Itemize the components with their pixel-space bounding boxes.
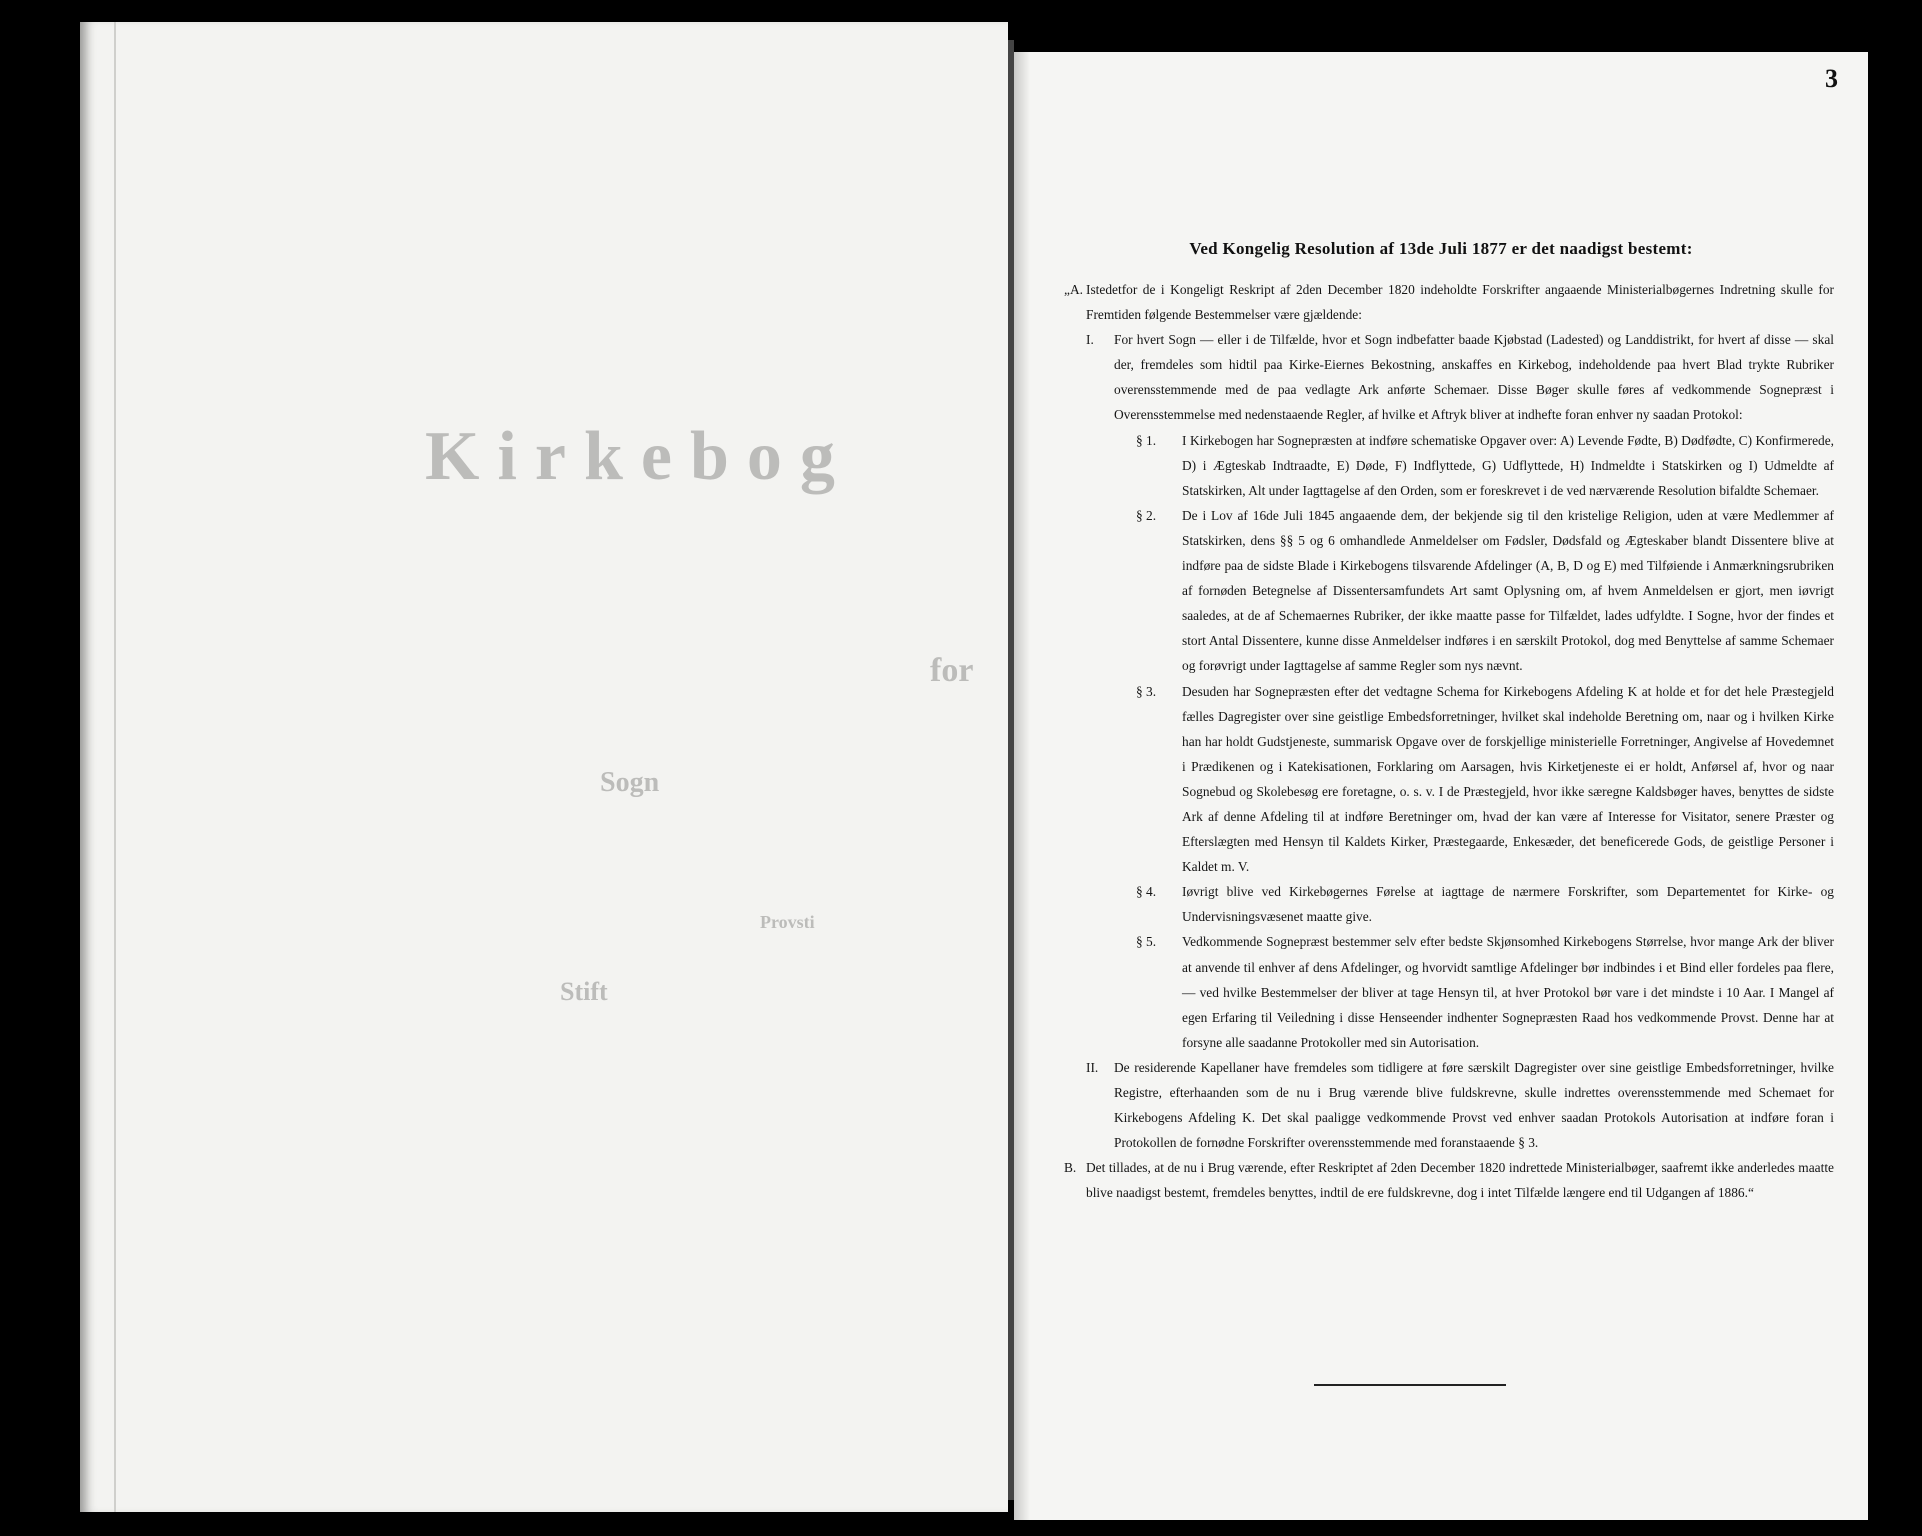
- paragraph-label: § 1.: [1136, 432, 1157, 448]
- paragraph: [1064, 428, 1834, 503]
- paragraph: [1064, 277, 1834, 327]
- paragraph-text: De residerende Kapellaner have fremdeles som tidligere at føre særskilt Dagregister over sine geistlige Embedsforretninger, hvilke Registre, efterhaanden som de nu i Brug værende blive fuldskrevne, skulle indrettes overensstemmende med Schemaet for Kirkebogens Afdeling K. Det skal paaligge vedkommende Provst ved enhver saadan Protokols Autorisation at indføre foran i Protokollen de fornødne Forskrifter overensstemmende med foranstaaende § 3.: [1114, 1059, 1834, 1151]
- paragraph-text: Desuden har Sognepræsten efter det vedtagne Schema for Kirkebogens Afdeling K at holde et for det hele Præstegjeld fælles Dagregister over sine geistlige Embedsforretninger, hvilket skal indeholde Beretning om, naar og i hvilken Kirke han har holdt Gudstjeneste, summarisk Opgave over de forskjellige ministerielle Forretninger, Angivelse af Hovedemnet i Prædikenen og i Katekisationen, Forklaring om Aarsagen, hvis Kirketjeneste ei er holdt, Anførsel af, hvor og naar Sognebud og Skolebesøg ere foretagne, o. s. v. I de Præstegjeld, hvor ikke særegne Kaldsbøger haves, benyttes de sidste Ark af denne Afdeling til at indføre Beretninger om, hvad der kan være af Interesse for Visitator, senere Præster og Efterslægten med Hensyn til Kaldets Kirker, Præstegaarde, Enkesæder, det beneficerede Gods, de geistlige Personer i Kaldet m. V.: [1182, 683, 1834, 875]
- page-number: 3: [1825, 64, 1838, 93]
- paragraph: [1064, 1055, 1834, 1155]
- paragraph: [1064, 929, 1834, 1054]
- paragraph-text: Istedetfor de i Kongeligt Reskript af 2den December 1820 indeholdte Forskrifter angaaende Ministerialbøgernes Indretning skulle for Fremtiden følgende Bestemmelser være gjældende:: [1086, 282, 1834, 323]
- paragraph-label: § 5.: [1136, 934, 1157, 950]
- paragraph: [1064, 679, 1834, 880]
- document-title: Ved Kongelig Resolution af 13de Juli 1877 er det naadigst bestemt:: [1189, 239, 1693, 258]
- show-through-line: Stift: [560, 977, 608, 1006]
- paragraph-text: I Kirkebogen har Sognepræsten at indføre schematiske Opgaver over: A) Levende Fødte, B) Dødfødte, C) Konfirmerede, D) i Ægteskab Indtraadte, E) Døde, F) Indflyttede, G) Udflyttede, H) Indmeldte i Statskirken og I) Udmeldte af Statskirken, Alt under Iagttagelse af den Orden, som er foreskrevet i de ved nærværende Resolution bifaldte Schemaer.: [1182, 432, 1834, 498]
- paragraph: [1064, 879, 1834, 929]
- paragraph-label: I.: [1086, 332, 1094, 348]
- paragraph: [1064, 1155, 1834, 1205]
- resolution-text: [1064, 277, 1834, 1205]
- show-through-line: for: [930, 652, 974, 689]
- paragraph-text: Iøvrigt blive ved Kirkebøgernes Førelse at iagttage de nærmere Forskrifter, som Departementet for Kirke- og Undervisningsvæsenet maatte give.: [1182, 884, 1834, 925]
- paragraph-label: „A.: [1064, 282, 1083, 297]
- closing-rule: [1314, 1384, 1506, 1386]
- paragraph-label: § 2.: [1136, 507, 1157, 523]
- show-through-title: Kirkebog: [425, 418, 853, 495]
- paragraph-label: II.: [1086, 1059, 1099, 1075]
- paragraph-label: § 4.: [1136, 884, 1157, 900]
- paragraph: [1064, 503, 1834, 679]
- spine-shadow: [1014, 52, 1030, 1520]
- paragraph-text: Det tillades, at de nu i Brug værende, efter Reskriptet af 2den December 1820 indrettede Ministerialbøger, saafremt ikke anderledes maatte blive naadigst bestemt, fremdeles benyttes, indtil de ere fuldskrevne, dog i intet Tilfælde længere end til Udgangen af 1886.“: [1086, 1160, 1834, 1201]
- paragraph-text: Vedkommende Sognepræst bestemmer selv efter bedste Skjønsomhed Kirkebogens Størrelse, hvor mange Ark der bliver at anvende til enhver af dens Afdelinger, og hvorvidt samtlige Afdelinger bør indbindes i et Bind eller fordeles paa flere, — ved hvilke Bestemmelser der bliver at tage Hensyn til, at hver Protokol bør vare i det mindste i 10 Aar. I Mangel af egen Erfaring til Veiledning i disse Henseender indhenter Sognepræsten Raad hos vedkommende Provst. Denne har at forsyne alle saadanne Protokoller med sin Autorisation.: [1182, 934, 1834, 1050]
- show-through-line: Provsti: [760, 912, 815, 932]
- page-edge: [114, 22, 116, 1512]
- paragraph-text: For hvert Sogn — eller i de Tilfælde, hvor et Sogn indbefatter baade Kjøbstad (Ladested) og Landdistrikt, for hvert af disse — skal der, fremdeles som hidtil paa Kirke-Eiernes Bekostning, anskaffes en Kirkebog, indeholdende paa hvert Blad trykte Rubriker overensstemmende med de paa vedlagte Ark anførte Schemaer. Disse Bøger skulle føres af vedkommende Sognepræst i Overensstemmelse med nedenstaaende Regler, af hvilke et Aftryk bliver at indhefte foran enhver ny saadan Protokol:: [1114, 332, 1834, 423]
- paragraph-label: B.: [1064, 1160, 1077, 1176]
- right-page: [1014, 52, 1868, 1520]
- left-page: [80, 22, 1008, 1512]
- paragraph-label: § 3.: [1136, 683, 1157, 699]
- show-through-line: Sogn: [600, 767, 660, 798]
- paragraph-text: De i Lov af 16de Juli 1845 angaaende dem, der bekjende sig til den kristelige Religion, uden at være Medlemmer af Statskirken, dens §§ 5 og 6 omhandlede Anmeldelser om Fødsler, Dødsfald og Ægteskaber blandt Dissentere blive at indføre paa de sidste Blade i Kirkebogens tilsvarende Afdelinger (A, B, D og E) med Tilføiende i Anmærkningsrubriken af fornøden Betegnelse af Dissentersamfundets Art samt Oplysning om, af hvem Anmeldelsen er gjort, men iøvrigt saaledes, at de af Schemaernes Rubriker, der ikke maatte passe for Tilfældet, lades udfyldte. I Sogne, hvor der findes et stort Antal Dissentere, kunne disse Anmeldelser indføres i en særskilt Protokol, dog med Benyttelse af samme Schemaer og forøvrigt under Iagttagelse af samme Regler som nys nævnt.: [1182, 507, 1834, 674]
- paragraph: [1064, 327, 1834, 427]
